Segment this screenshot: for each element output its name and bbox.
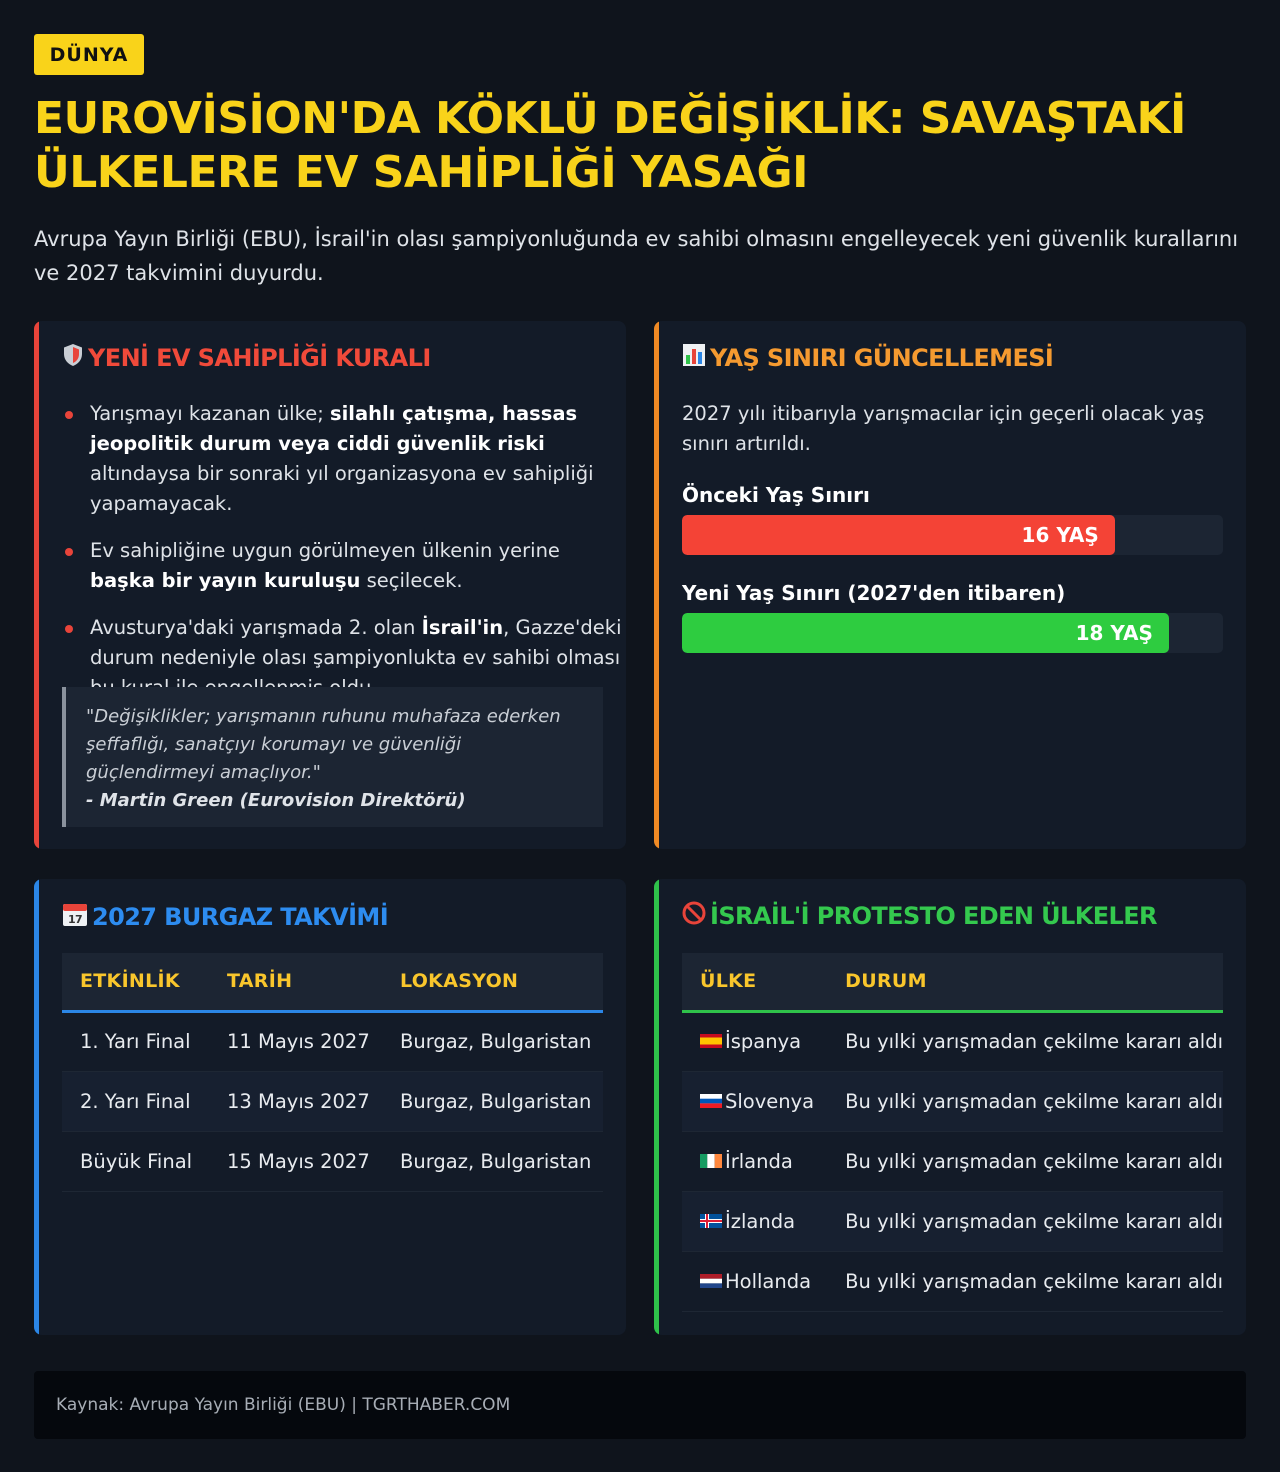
event-cell: 1. Yarı Final [62, 1011, 209, 1071]
country-cell: İzlanda [682, 1191, 827, 1251]
table-row [62, 1131, 603, 1191]
lead-paragraph: Avrupa Yayın Birliği (EBU), İsrail'in olası şampiyonluğunda ev sahibi olmasını engelleyecek yeni güvenlik kurallarını ve 2027 takvimini duyurdu. [34, 227, 1239, 285]
category-badge: DÜNYA [34, 34, 144, 75]
protest-table [682, 953, 1223, 1312]
spain-flag-icon [700, 1036, 722, 1052]
old-age-value: 16 YAŞ [1021, 523, 1099, 547]
location-cell: Burgaz, Bulgaristan [382, 1071, 603, 1131]
quote-text: "Değişiklikler; yarışmanın ruhunu muhafaza ederken şeffaflığı, sanatçıyı korumayı ve güvenliği güçlendirmeyi amaçlıyor." [86, 706, 561, 783]
old-age-label: Önceki Yaş Sınırı [682, 483, 870, 507]
location-cell: Burgaz, Bulgaristan [382, 1011, 603, 1071]
headline: EUROVİSİON'DA KÖKLÜ DEĞİŞİKLİK: SAVAŞTAKİ ÜLKELERE EV SAHİPLİĞİ YASAĞI [34, 93, 1186, 198]
table-row [682, 1191, 1223, 1251]
card-title [682, 901, 1157, 931]
list-item: Avusturya'daki yarışmada 2. olan İsrail'in, Gazze'deki durum nedeniyle olası şampiyonlukta ev sahibi olması [62, 613, 626, 703]
shield-icon [62, 343, 84, 373]
calendar-icon [62, 901, 88, 933]
quote-author: - Martin Green (Eurovision Direktörü) [86, 790, 466, 811]
age-limit-card [654, 321, 1246, 849]
bar-chart-icon [682, 343, 706, 373]
rules-list [62, 399, 626, 720]
new-age-bar [682, 613, 1169, 653]
status-cell: Bu yılki yarışmadan çekilme kararı aldı [827, 1131, 1223, 1191]
table-row [62, 1071, 603, 1131]
new-age-label: Yeni Yaş Sınırı (2027'den itibaren) [682, 581, 1066, 605]
country-cell: İrlanda [682, 1131, 827, 1191]
old-age-bar-track [682, 515, 1223, 555]
card-title [682, 343, 1053, 373]
country-cell: Slovenya [682, 1071, 827, 1131]
table-row [682, 1251, 1223, 1311]
status-cell: Bu yılki yarışmadan çekilme kararı aldı [827, 1011, 1223, 1071]
col-header-status: DURUM [827, 953, 1223, 1011]
prohibited-icon [682, 901, 706, 931]
location-cell: Burgaz, Bulgaristan [382, 1131, 603, 1191]
status-cell: Bu yılki yarışmadan çekilme kararı aldı [827, 1251, 1223, 1311]
director-quote [62, 687, 603, 827]
event-cell: 2. Yarı Final [62, 1071, 209, 1131]
status-cell: Bu yılki yarışmadan çekilme kararı aldı [827, 1071, 1223, 1131]
old-age-bar [682, 515, 1115, 555]
table-row [62, 1011, 603, 1071]
card-title [62, 901, 388, 933]
calendar-card [34, 879, 626, 1335]
age-intro: 2027 yılı itibarıyla yarışmacılar için geçerli olacak yaş sınırı artırıldı. [682, 402, 1205, 455]
country-cell: Hollanda [682, 1251, 827, 1311]
list-item: Ev sahipliğine uygun görülmeyen ülkenin yerine başka bir yayın kuruluşu seçilecek. [62, 536, 626, 596]
col-header-event: ETKİNLİK [62, 953, 209, 1011]
iceland-flag-icon [700, 1216, 722, 1232]
new-age-value: 18 YAŞ [1075, 621, 1153, 645]
list-item: Yarışmayı kazanan ülke; silahlı çatışma, hassas jeopolitik durum veya ciddi güvenlik riski altındaysa bir sonraki yıl organizasyona ev sahipliği yapamayacak. [62, 399, 626, 519]
protest-card [654, 879, 1246, 1335]
hosting-rule-card [34, 321, 626, 849]
source-footer: Kaynak: Avrupa Yayın Birliği (EBU) | TGRTHABER.COM [34, 1371, 1246, 1439]
ireland-flag-icon [700, 1156, 722, 1172]
new-age-bar-track [682, 613, 1223, 653]
country-cell: İspanya [682, 1011, 827, 1071]
rules-title: YENİ EV SAHİPLİĞİ KURALI [88, 344, 431, 372]
calendar-title: 2027 BURGAZ TAKVİMİ [92, 903, 389, 931]
date-cell: 15 Mayıs 2027 [209, 1131, 382, 1191]
status-cell: Bu yılki yarışmadan çekilme kararı aldı [827, 1191, 1223, 1251]
age-title: YAŞ SINIRI GÜNCELLEMESİ [710, 344, 1054, 372]
date-cell: 13 Mayıs 2027 [209, 1071, 382, 1131]
col-header-location: LOKASYON [382, 953, 603, 1011]
table-row [682, 1071, 1223, 1131]
slovenia-flag-icon [700, 1096, 722, 1112]
netherlands-flag-icon [700, 1276, 722, 1292]
event-cell: Büyük Final [62, 1131, 209, 1191]
date-cell: 11 Mayıs 2027 [209, 1011, 382, 1071]
table-row [682, 1131, 1223, 1191]
protest-title: İSRAİL'İ PROTESTO EDEN ÜLKELER [710, 902, 1157, 930]
table-row [682, 1011, 1223, 1071]
calendar-table [62, 953, 603, 1192]
card-title [62, 343, 431, 373]
svg-text:17: 17 [67, 913, 83, 926]
col-header-date: TARİH [209, 953, 382, 1011]
col-header-country: ÜLKE [682, 953, 827, 1011]
